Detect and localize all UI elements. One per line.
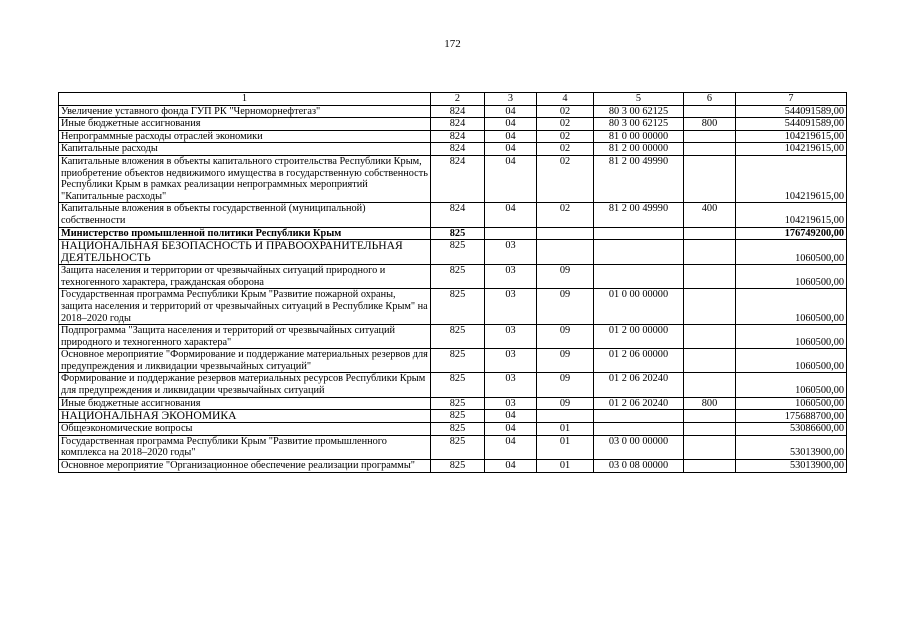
budget-table [58, 92, 847, 473]
row-name-cell: Общеэкономические вопросы [59, 423, 431, 436]
row-name-cell: Капитальные вложения в объекты государственной (муниципальной) собственности [59, 203, 431, 227]
row-name-cell: Основное мероприятие "Организационное обеспечение реализации программы" [59, 460, 431, 473]
table-row [59, 325, 847, 349]
row-name-cell: НАЦИОНАЛЬНАЯ БЕЗОПАСНОСТЬ И ПРАВООХРАНИТЕЛЬНАЯ ДЕЯТЕЛЬНОСТЬ [59, 240, 431, 265]
ministry-code-cell: 825 [431, 240, 485, 265]
table-body [59, 105, 847, 472]
column-header: 1 [59, 93, 431, 106]
table-row [59, 349, 847, 373]
ministry-code-cell: 825 [431, 265, 485, 289]
subsection-code-cell: 02 [537, 203, 594, 227]
row-name-cell: Защита населения и территории от чрезвычайных ситуаций природного и техногенного характера, гражданская оборона [59, 265, 431, 289]
section-code-cell: 03 [485, 373, 537, 397]
column-header: 7 [736, 93, 847, 106]
expense-type-cell [684, 423, 736, 436]
ministry-code-cell: 825 [431, 373, 485, 397]
target-article-cell: 81 2 00 49990 [594, 155, 684, 202]
row-name-cell: Иные бюджетные ассигнования [59, 118, 431, 131]
amount-cell: 544091589,00 [736, 118, 847, 131]
ministry-code-cell: 825 [431, 460, 485, 473]
row-name-cell: Иные бюджетные ассигнования [59, 397, 431, 410]
amount-cell: 1060500,00 [736, 289, 847, 325]
expense-type-cell: 400 [684, 203, 736, 227]
target-article-cell: 01 2 06 20240 [594, 397, 684, 410]
ministry-code-cell: 824 [431, 118, 485, 131]
column-header: 6 [684, 93, 736, 106]
amount-cell: 104219615,00 [736, 203, 847, 227]
target-article-cell: 80 3 00 62125 [594, 118, 684, 131]
target-article-cell: 81 2 00 49990 [594, 203, 684, 227]
section-code-cell: 04 [485, 105, 537, 118]
amount-cell: 1060500,00 [736, 349, 847, 373]
row-name-cell: Министерство промышленной политики Республики Крым [59, 227, 431, 240]
subsection-code-cell: 02 [537, 105, 594, 118]
ministry-code-cell: 825 [431, 227, 485, 240]
target-article-cell: 01 0 00 00000 [594, 289, 684, 325]
table-row [59, 143, 847, 156]
subsection-code-cell: 02 [537, 143, 594, 156]
row-name-cell: Непрограммные расходы отраслей экономики [59, 130, 431, 143]
ministry-code-cell: 824 [431, 105, 485, 118]
row-name-cell: Увеличение уставного фонда ГУП РК "Черноморнефтегаз" [59, 105, 431, 118]
subsection-code-cell: 09 [537, 373, 594, 397]
row-name-cell: Подпрограмма "Защита населения и территорий от чрезвычайных ситуаций природного и техногенного характера" [59, 325, 431, 349]
subsection-code-cell: 09 [537, 265, 594, 289]
ministry-code-cell: 825 [431, 325, 485, 349]
row-name-cell: Капитальные расходы [59, 143, 431, 156]
ministry-code-cell: 825 [431, 397, 485, 410]
target-article-cell: 01 2 06 00000 [594, 349, 684, 373]
expense-type-cell [684, 410, 736, 423]
subsection-code-cell [537, 240, 594, 265]
subsection-code-cell: 09 [537, 349, 594, 373]
table-row [59, 240, 847, 265]
section-code-cell: 04 [485, 130, 537, 143]
table-row [59, 289, 847, 325]
expense-type-cell [684, 155, 736, 202]
row-name-cell: Основное мероприятие "Формирование и поддержание материальных резервов для предупреждения и ликвидации чрезвычайных ситуаций" [59, 349, 431, 373]
expense-type-cell [684, 143, 736, 156]
ministry-code-cell: 824 [431, 155, 485, 202]
section-code-cell: 04 [485, 435, 537, 459]
expense-type-cell [684, 265, 736, 289]
subsection-code-cell [537, 410, 594, 423]
expense-type-cell [684, 325, 736, 349]
column-header: 4 [537, 93, 594, 106]
target-article-cell: 81 2 00 00000 [594, 143, 684, 156]
target-article-cell [594, 240, 684, 265]
table-row [59, 227, 847, 240]
ministry-code-cell: 824 [431, 143, 485, 156]
expense-type-cell [684, 289, 736, 325]
table-row [59, 410, 847, 423]
amount-cell: 53086600,00 [736, 423, 847, 436]
section-code-cell [485, 227, 537, 240]
table-row [59, 118, 847, 131]
amount-cell: 53013900,00 [736, 460, 847, 473]
expense-type-cell [684, 105, 736, 118]
section-code-cell: 04 [485, 410, 537, 423]
amount-cell: 53013900,00 [736, 435, 847, 459]
ministry-code-cell: 825 [431, 289, 485, 325]
ministry-code-cell: 825 [431, 410, 485, 423]
table-row [59, 130, 847, 143]
section-code-cell: 04 [485, 423, 537, 436]
section-code-cell: 04 [485, 203, 537, 227]
table-row [59, 397, 847, 410]
expense-type-cell: 800 [684, 397, 736, 410]
ministry-code-cell: 824 [431, 203, 485, 227]
section-code-cell: 03 [485, 349, 537, 373]
subsection-code-cell: 09 [537, 397, 594, 410]
subsection-code-cell: 02 [537, 118, 594, 131]
section-code-cell: 03 [485, 397, 537, 410]
table-row [59, 203, 847, 227]
amount-cell: 104219615,00 [736, 130, 847, 143]
subsection-code-cell: 09 [537, 325, 594, 349]
subsection-code-cell: 09 [537, 289, 594, 325]
section-code-cell: 04 [485, 460, 537, 473]
target-article-cell: 03 0 00 00000 [594, 435, 684, 459]
target-article-cell [594, 265, 684, 289]
target-article-cell: 01 2 06 20240 [594, 373, 684, 397]
table-row [59, 423, 847, 436]
target-article-cell [594, 423, 684, 436]
target-article-cell: 01 2 00 00000 [594, 325, 684, 349]
expense-type-cell: 800 [684, 118, 736, 131]
target-article-cell [594, 410, 684, 423]
expense-type-cell [684, 227, 736, 240]
row-name-cell: Формирование и поддержание резервов материальных ресурсов Республики Крым для предупреждения и ликвидации чрезвычайных ситуаций [59, 373, 431, 397]
row-name-cell: НАЦИОНАЛЬНАЯ ЭКОНОМИКА [59, 410, 431, 423]
table-row [59, 155, 847, 202]
target-article-cell [594, 227, 684, 240]
subsection-code-cell: 01 [537, 460, 594, 473]
target-article-cell: 03 0 08 00000 [594, 460, 684, 473]
column-header: 5 [594, 93, 684, 106]
table-header-row [59, 93, 847, 106]
column-header: 3 [485, 93, 537, 106]
subsection-code-cell [537, 227, 594, 240]
expense-type-cell [684, 130, 736, 143]
ministry-code-cell: 825 [431, 349, 485, 373]
subsection-code-cell: 01 [537, 423, 594, 436]
amount-cell: 104219615,00 [736, 155, 847, 202]
expense-type-cell [684, 435, 736, 459]
ministry-code-cell: 825 [431, 423, 485, 436]
subsection-code-cell: 01 [537, 435, 594, 459]
table-row [59, 373, 847, 397]
expense-type-cell [684, 460, 736, 473]
target-article-cell: 81 0 00 00000 [594, 130, 684, 143]
amount-cell: 1060500,00 [736, 397, 847, 410]
subsection-code-cell: 02 [537, 155, 594, 202]
subsection-code-cell: 02 [537, 130, 594, 143]
table-row [59, 460, 847, 473]
ministry-code-cell: 825 [431, 435, 485, 459]
amount-cell: 176749200,00 [736, 227, 847, 240]
expense-type-cell [684, 240, 736, 265]
table-row [59, 435, 847, 459]
section-code-cell: 03 [485, 240, 537, 265]
row-name-cell: Капитальные вложения в объекты капитального строительства Республики Крым, приобретение объектов недвижимого имущества в государственную собственность Республики Крым в рамках реализации непрограммных мероприятий "Капитальные расходы" [59, 155, 431, 202]
expense-type-cell [684, 349, 736, 373]
section-code-cell: 04 [485, 143, 537, 156]
row-name-cell: Государственная программа Республики Крым "Развитие пожарной охраны, защита населения и территорий от чрезвычайных ситуаций в Республике Крым" на 2018–2020 годы [59, 289, 431, 325]
amount-cell: 1060500,00 [736, 240, 847, 265]
amount-cell: 104219615,00 [736, 143, 847, 156]
table-row [59, 265, 847, 289]
expense-type-cell [684, 373, 736, 397]
section-code-cell: 03 [485, 325, 537, 349]
amount-cell: 544091589,00 [736, 105, 847, 118]
amount-cell: 175688700,00 [736, 410, 847, 423]
page-number: 172 [444, 38, 461, 50]
amount-cell: 1060500,00 [736, 325, 847, 349]
table-row [59, 105, 847, 118]
section-code-cell: 03 [485, 265, 537, 289]
target-article-cell: 80 3 00 62125 [594, 105, 684, 118]
section-code-cell: 04 [485, 155, 537, 202]
section-code-cell: 03 [485, 289, 537, 325]
amount-cell: 1060500,00 [736, 265, 847, 289]
column-header: 2 [431, 93, 485, 106]
section-code-cell: 04 [485, 118, 537, 131]
row-name-cell: Государственная программа Республики Крым "Развитие промышленного комплекса на 2018–2020 годы" [59, 435, 431, 459]
amount-cell: 1060500,00 [736, 373, 847, 397]
ministry-code-cell: 824 [431, 130, 485, 143]
